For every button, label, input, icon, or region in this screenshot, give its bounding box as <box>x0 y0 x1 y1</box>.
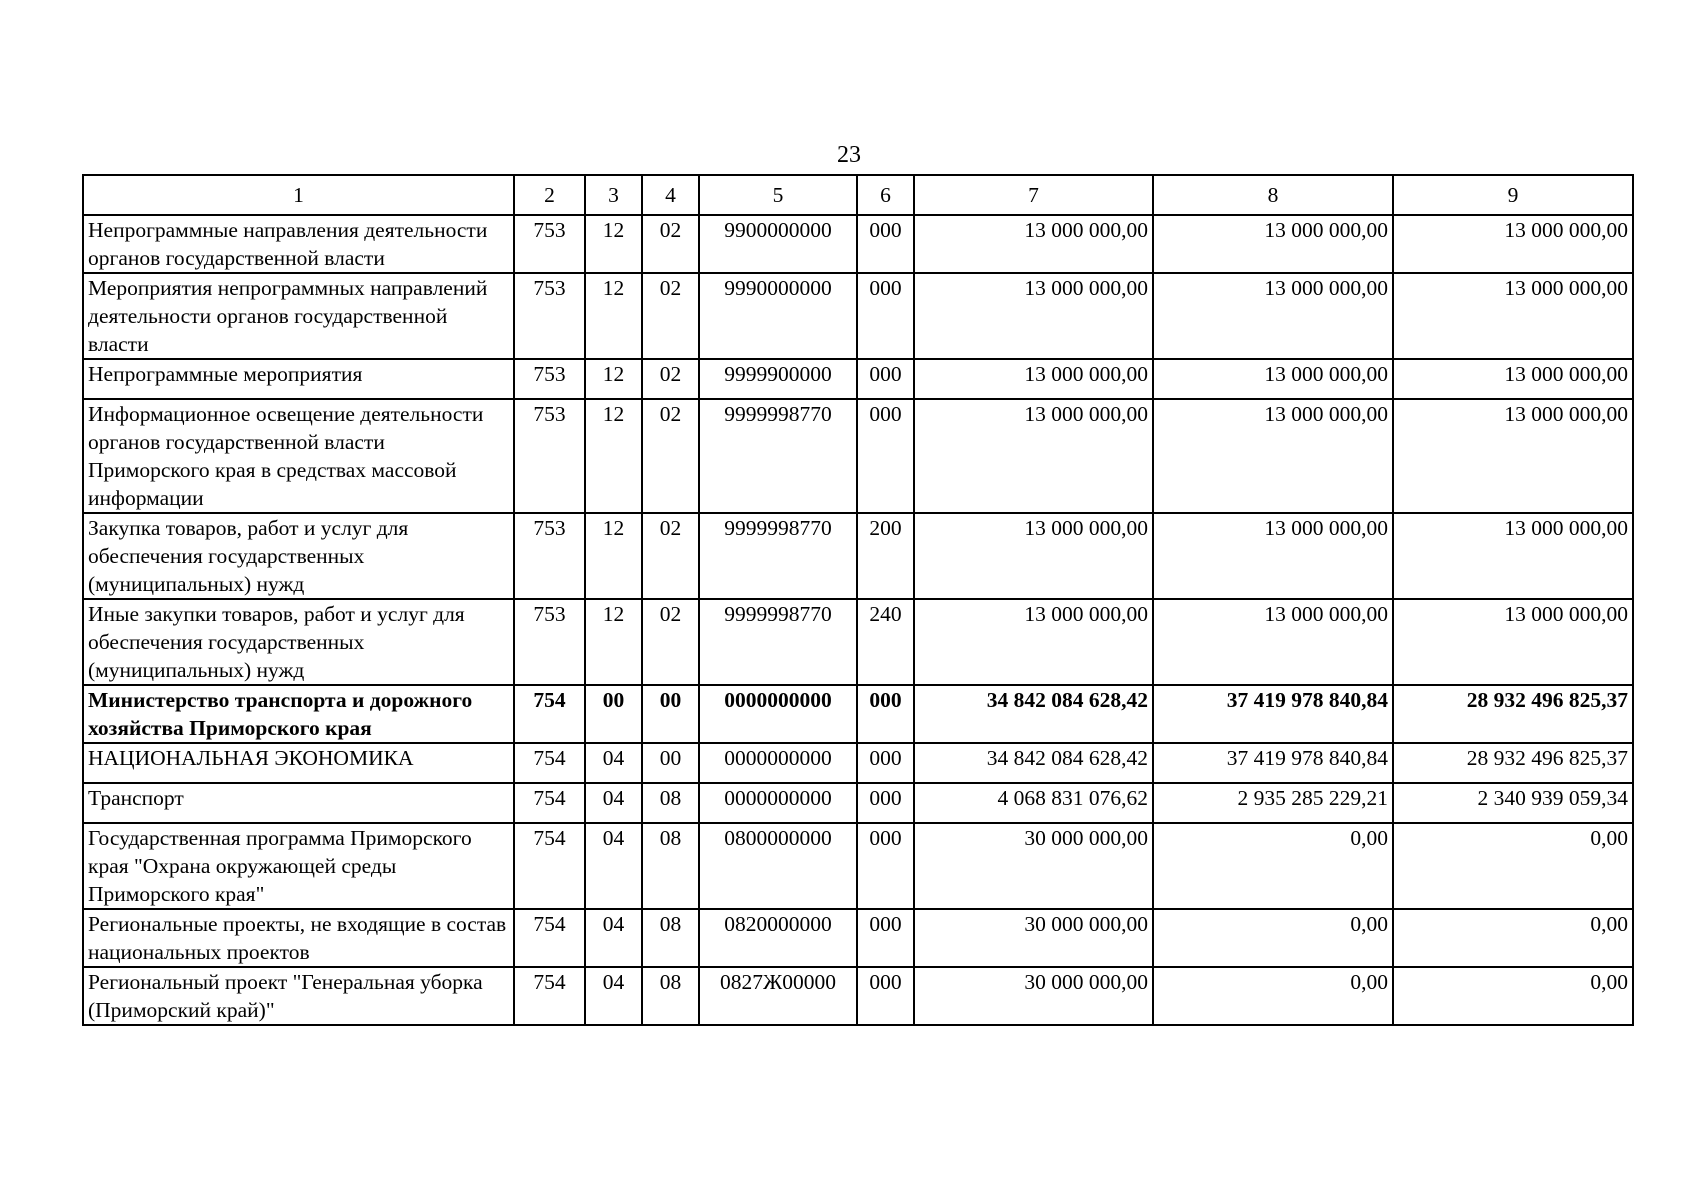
row-gr: 754 <box>514 783 585 823</box>
table-row <box>83 599 1633 685</box>
row-name: Непрограммные направления деятельности органов государственной власти <box>83 215 514 273</box>
row-pr: 00 <box>642 743 699 783</box>
row-csr: 9999900000 <box>699 359 857 399</box>
row-vr: 000 <box>857 359 914 399</box>
table-row <box>83 513 1633 599</box>
row-csr: 9999998770 <box>699 599 857 685</box>
row-vr: 000 <box>857 399 914 513</box>
row-amount-7: 30 000 000,00 <box>914 909 1153 967</box>
row-pr: 08 <box>642 909 699 967</box>
row-pr: 08 <box>642 783 699 823</box>
row-amount-7: 30 000 000,00 <box>914 823 1153 909</box>
row-amount-7: 13 000 000,00 <box>914 399 1153 513</box>
row-amount-9: 13 000 000,00 <box>1393 215 1633 273</box>
row-pr: 08 <box>642 967 699 1025</box>
row-amount-7: 34 842 084 628,42 <box>914 685 1153 743</box>
row-name: Транспорт <box>83 783 514 823</box>
row-amount-9: 13 000 000,00 <box>1393 599 1633 685</box>
col-header-9: 9 <box>1393 175 1633 215</box>
row-amount-9: 13 000 000,00 <box>1393 359 1633 399</box>
row-amount-9: 13 000 000,00 <box>1393 273 1633 359</box>
col-header-4: 4 <box>642 175 699 215</box>
row-rz: 12 <box>585 399 642 513</box>
row-name: Мероприятия непрограммных направлений деятельности органов государственной власти <box>83 273 514 359</box>
row-amount-7: 13 000 000,00 <box>914 273 1153 359</box>
row-pr: 02 <box>642 513 699 599</box>
row-rz: 12 <box>585 215 642 273</box>
row-vr: 200 <box>857 513 914 599</box>
row-amount-8: 0,00 <box>1153 909 1393 967</box>
row-csr: 9999998770 <box>699 513 857 599</box>
row-name: Закупка товаров, работ и услуг для обеспечения государственных (муниципальных) нужд <box>83 513 514 599</box>
page-number: 23 <box>837 142 861 168</box>
row-pr: 00 <box>642 685 699 743</box>
row-amount-9: 13 000 000,00 <box>1393 513 1633 599</box>
table-row <box>83 743 1633 783</box>
row-rz: 04 <box>585 823 642 909</box>
row-amount-7: 4 068 831 076,62 <box>914 783 1153 823</box>
row-rz: 12 <box>585 599 642 685</box>
row-csr: 0820000000 <box>699 909 857 967</box>
row-amount-8: 2 935 285 229,21 <box>1153 783 1393 823</box>
row-amount-9: 0,00 <box>1393 823 1633 909</box>
row-amount-9: 0,00 <box>1393 909 1633 967</box>
table-row <box>83 399 1633 513</box>
row-vr: 000 <box>857 685 914 743</box>
row-gr: 753 <box>514 215 585 273</box>
row-gr: 754 <box>514 823 585 909</box>
row-amount-8: 0,00 <box>1153 823 1393 909</box>
row-amount-7: 13 000 000,00 <box>914 359 1153 399</box>
row-rz: 04 <box>585 783 642 823</box>
row-name: Министерство транспорта и дорожного хозяйства Приморского края <box>83 685 514 743</box>
col-header-8: 8 <box>1153 175 1393 215</box>
row-vr: 000 <box>857 967 914 1025</box>
row-amount-9: 0,00 <box>1393 967 1633 1025</box>
row-amount-8: 13 000 000,00 <box>1153 513 1393 599</box>
row-name: Информационное освещение деятельности органов государственной власти Приморского края в средствах массовой информации <box>83 399 514 513</box>
row-csr: 0000000000 <box>699 685 857 743</box>
row-csr: 9900000000 <box>699 215 857 273</box>
row-pr: 02 <box>642 599 699 685</box>
row-csr: 0000000000 <box>699 743 857 783</box>
col-header-3: 3 <box>585 175 642 215</box>
row-vr: 000 <box>857 273 914 359</box>
row-vr: 000 <box>857 823 914 909</box>
row-gr: 753 <box>514 359 585 399</box>
row-amount-7: 13 000 000,00 <box>914 599 1153 685</box>
table-row <box>83 909 1633 967</box>
row-amount-8: 13 000 000,00 <box>1153 599 1393 685</box>
col-header-2: 2 <box>514 175 585 215</box>
row-gr: 753 <box>514 273 585 359</box>
table-row <box>83 783 1633 823</box>
row-csr: 0827Ж00000 <box>699 967 857 1025</box>
row-name: Государственная программа Приморского края "Охрана окружающей среды Приморского края" <box>83 823 514 909</box>
table-row <box>83 273 1633 359</box>
row-gr: 753 <box>514 599 585 685</box>
row-amount-9: 28 932 496 825,37 <box>1393 743 1633 783</box>
row-vr: 000 <box>857 743 914 783</box>
row-csr: 9990000000 <box>699 273 857 359</box>
col-header-5: 5 <box>699 175 857 215</box>
row-gr: 754 <box>514 909 585 967</box>
row-amount-9: 28 932 496 825,37 <box>1393 685 1633 743</box>
row-gr: 754 <box>514 743 585 783</box>
row-csr: 0000000000 <box>699 783 857 823</box>
row-rz: 04 <box>585 909 642 967</box>
row-amount-7: 13 000 000,00 <box>914 513 1153 599</box>
row-amount-7: 13 000 000,00 <box>914 215 1153 273</box>
row-rz: 12 <box>585 273 642 359</box>
row-csr: 9999998770 <box>699 399 857 513</box>
row-pr: 02 <box>642 359 699 399</box>
header-row <box>83 175 1633 215</box>
row-rz: 04 <box>585 743 642 783</box>
row-vr: 000 <box>857 909 914 967</box>
row-name: Региональные проекты, не входящие в состав национальных проектов <box>83 909 514 967</box>
table-row <box>83 359 1633 399</box>
row-gr: 754 <box>514 685 585 743</box>
row-pr: 02 <box>642 399 699 513</box>
row-gr: 753 <box>514 399 585 513</box>
row-csr: 0800000000 <box>699 823 857 909</box>
row-rz: 04 <box>585 967 642 1025</box>
row-amount-9: 2 340 939 059,34 <box>1393 783 1633 823</box>
row-amount-8: 13 000 000,00 <box>1153 273 1393 359</box>
row-name: Региональный проект "Генеральная уборка (Приморский край)" <box>83 967 514 1025</box>
row-pr: 02 <box>642 215 699 273</box>
col-header-1: 1 <box>83 175 514 215</box>
table-row <box>83 215 1633 273</box>
row-vr: 240 <box>857 599 914 685</box>
row-amount-8: 13 000 000,00 <box>1153 215 1393 273</box>
table-row <box>83 967 1633 1025</box>
row-name: Иные закупки товаров, работ и услуг для обеспечения государственных (муниципальных) нужд <box>83 599 514 685</box>
row-rz: 12 <box>585 513 642 599</box>
budget-table <box>82 174 1634 1026</box>
table-row <box>83 685 1633 743</box>
row-vr: 000 <box>857 783 914 823</box>
row-amount-8: 13 000 000,00 <box>1153 359 1393 399</box>
row-amount-8: 37 419 978 840,84 <box>1153 743 1393 783</box>
row-pr: 02 <box>642 273 699 359</box>
col-header-7: 7 <box>914 175 1153 215</box>
row-vr: 000 <box>857 215 914 273</box>
row-amount-8: 0,00 <box>1153 967 1393 1025</box>
row-name: Непрограммные мероприятия <box>83 359 514 399</box>
row-rz: 00 <box>585 685 642 743</box>
row-rz: 12 <box>585 359 642 399</box>
row-amount-7: 34 842 084 628,42 <box>914 743 1153 783</box>
row-gr: 754 <box>514 967 585 1025</box>
row-name: НАЦИОНАЛЬНАЯ ЭКОНОМИКА <box>83 743 514 783</box>
row-gr: 753 <box>514 513 585 599</box>
row-amount-7: 30 000 000,00 <box>914 967 1153 1025</box>
row-amount-9: 13 000 000,00 <box>1393 399 1633 513</box>
col-header-6: 6 <box>857 175 914 215</box>
row-amount-8: 13 000 000,00 <box>1153 399 1393 513</box>
table-row <box>83 823 1633 909</box>
row-pr: 08 <box>642 823 699 909</box>
row-amount-8: 37 419 978 840,84 <box>1153 685 1393 743</box>
